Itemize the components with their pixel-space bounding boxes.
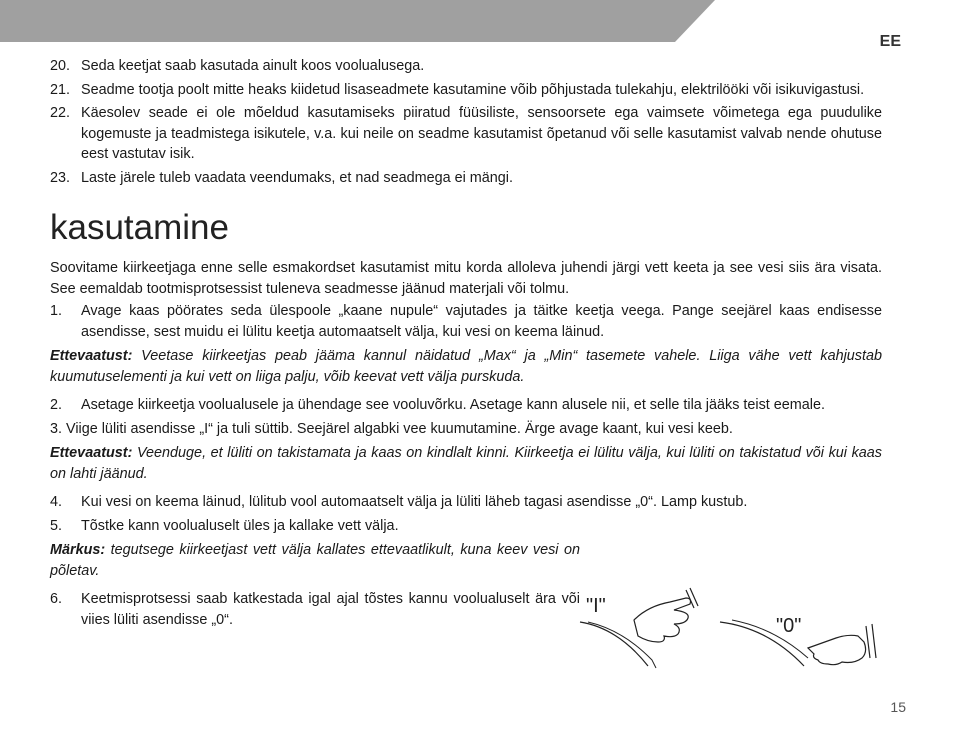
remark-label: Märkus: <box>50 542 106 558</box>
safety-list <box>50 56 882 188</box>
pointing-hand-icon <box>634 588 698 642</box>
remark-note: Märkus: tegutsege kiirkeetjast vett välja kallates ettevaatlikult, kuna keev vesi on põletav. <box>50 542 580 579</box>
section-title: kasutamine <box>50 208 229 247</box>
list-item: 6. Keetmisprotsessi saab katkestada igal ajal tõstes kannu voolualuselt ära või viies lüliti asendisse „0“. <box>50 591 580 628</box>
pointing-hand-icon <box>808 624 876 665</box>
intro-paragraph: Soovitame kiirkeetjaga enne selle esmakordset kasutamist mitu korda alloleva juhendi järgi vett keeta ja see vesi siis ära visata. See eemaldab tootmisprotsessist tuleneva seadmesse jäänud materjali või tolmu. <box>50 260 882 297</box>
switch-off-label: "0" <box>776 615 802 637</box>
header-band <box>0 0 954 42</box>
switch-off-illustration <box>718 608 884 674</box>
list-item: 2. Asetage kiirkeetja voolualusele ja ühendage see vooluvõrku. Asetage kann alusele nii, et selle tila jääks teist eemale. <box>50 397 825 413</box>
switch-on-illustration <box>578 578 702 674</box>
list-item: 5. Tõstke kann voolualuselt üles ja kallake vett välja. <box>50 517 399 534</box>
step-3: 3. Viige lüliti asendisse „I“ ja tuli süttib. Seejärel algabki vee kuumutamine. Ärge avage kaant, kui vesi keeb. <box>50 420 733 437</box>
list-item: 4. Kui vesi on keema läinud, lülitub vool automaatselt välja ja lüliti läheb tagasi asendisse „0“. Lamp kustub. <box>50 494 748 510</box>
step-list-1 <box>50 301 882 342</box>
list-item: 23. Laste järele tuleb vaadata veendumaks, et nad seadmega ei mängi. <box>50 169 514 186</box>
caution-note-2: Ettevaatust: Veenduge, et lüliti on takistamata ja kaas on kindlalt kinni. Kiirkeetja ei lülitu välja, kui lüliti on takistatud või kui kaas on lahti jäänud. <box>50 445 882 482</box>
list-item: 20. Seda keetjat saab kasutada ainult koos voolualusega. <box>50 58 425 74</box>
caution-label: Ettevaatust: <box>50 348 133 364</box>
list-item: 1. Avage kaas pöörates seda ülespoole „kaane nupule“ vajutades ja täitke keetja veega. Pange seejärel kaas endisesse asendisse, sest muidu ei lülitu keetja automaatselt välja, kui vesi on keema läinud. <box>50 303 882 340</box>
page-content <box>50 56 882 633</box>
step-list-4 <box>50 589 580 630</box>
list-item: 22. Käesolev seade ei ole mõeldud kasutamiseks piiratud füüsiliste, sensoorsete ega vaimsete võimetega ega puudulike kogemuste ja teadmistega isikutele, v.a. kui neile on seadme kasutamist õpetanud või selle kasutamist valvab nende ohutuse eest vastutav isik. <box>50 105 882 162</box>
switch-on-label: "I" <box>586 595 606 617</box>
list-item: 21. Seadme tootja poolt mitte heaks kiidetud lisaseadmete kasutamine võib põhjustada tulekahju, elektrilööki või isikuvigastusi. <box>50 81 865 98</box>
step-list-3 <box>50 492 882 536</box>
language-code: EE <box>879 33 901 50</box>
step-list-2 <box>50 395 882 416</box>
caution-label: Ettevaatust: <box>50 445 133 461</box>
page-number: 15 <box>890 699 906 715</box>
caution-note-1: Ettevaatust: Veetase kiirkeetjas peab jääma kannul näidatud „Max“ ja „Min“ tasemete vahele. Liiga vähe vett kahjustab kuumutuselementi ja kui vett on liiga palju, võib keevat vett välja purskuda. <box>50 348 882 385</box>
